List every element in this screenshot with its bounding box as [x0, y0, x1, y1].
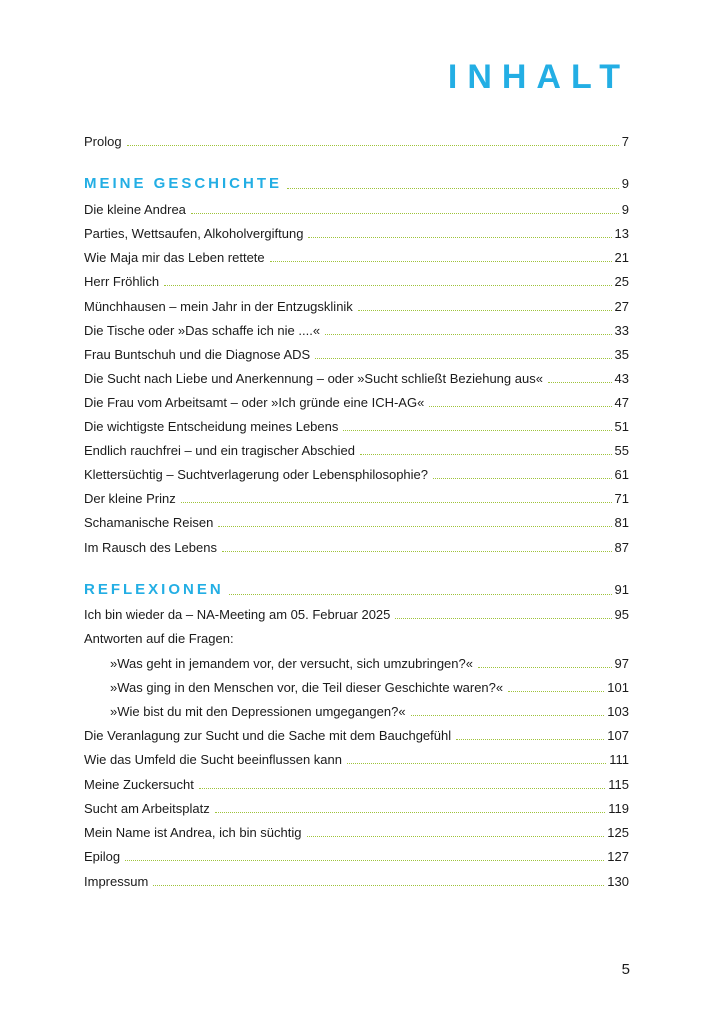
toc-entry-label: Meine Zuckersucht — [84, 777, 194, 792]
toc-entry — [84, 371, 629, 387]
toc-entry-indented — [84, 656, 629, 672]
dot-leader — [429, 406, 611, 407]
toc-entry-page: 21 — [614, 250, 629, 265]
toc-entry-label: Die Sucht nach Liebe und Anerkennung – oder »Sucht schließt Beziehung aus« — [84, 371, 543, 386]
toc-entry — [84, 467, 629, 483]
dot-leader — [199, 788, 605, 789]
toc-entry-label: Mein Name ist Andrea, ich bin süchtig — [84, 825, 302, 840]
toc-entry-label: Die wichtigste Entscheidung meines Lebens — [84, 419, 339, 434]
dot-leader — [358, 310, 612, 311]
toc-entry — [84, 825, 629, 841]
toc-entry-page: 43 — [614, 371, 629, 386]
dot-leader — [433, 478, 612, 479]
toc-section-reflexionen — [84, 582, 629, 598]
toc-entry — [84, 849, 629, 865]
toc-section-heading: MEINE GESCHICHTE — [84, 175, 283, 192]
toc-entry-page: 61 — [614, 467, 629, 482]
toc-entry-label: »Wie bist du mit den Depressionen umgegangen?« — [110, 704, 406, 719]
toc-entry-page: 91 — [614, 582, 629, 597]
toc-entry — [84, 491, 629, 507]
toc-entry-page: 9 — [621, 176, 629, 191]
toc-entry-indented — [84, 704, 629, 720]
dot-leader — [270, 261, 612, 262]
dot-leader — [191, 213, 619, 214]
toc-entry — [84, 728, 629, 744]
dot-leader — [287, 188, 619, 189]
dot-leader — [347, 763, 606, 764]
toc-entry-label: Antworten auf die Fragen: — [84, 631, 234, 646]
toc-entry-page: 13 — [614, 226, 629, 241]
toc-entry-label: Prolog — [84, 134, 122, 149]
dot-leader — [411, 715, 605, 716]
toc-entry-page: 103 — [607, 704, 629, 719]
toc-entry-page: 35 — [614, 347, 629, 362]
toc-entry-page: 51 — [614, 419, 629, 434]
toc-entry-page: 107 — [607, 728, 629, 743]
toc-entry — [84, 419, 629, 435]
toc-entry-page: 7 — [621, 134, 629, 149]
toc-entry-page: 119 — [608, 801, 629, 816]
toc-entry — [84, 515, 629, 531]
toc-entry-page: 55 — [614, 443, 629, 458]
toc-entry-prolog — [84, 134, 629, 150]
toc-subheading — [84, 631, 629, 647]
toc-entry-label: »Was geht in jemandem vor, der versucht, sich umzubringen?« — [110, 656, 473, 671]
toc-entry-page: 95 — [614, 607, 629, 622]
toc-entry-page: 9 — [621, 202, 629, 217]
toc-entry — [84, 443, 629, 459]
dot-leader — [456, 739, 604, 740]
toc-entry — [84, 752, 629, 768]
dot-leader — [360, 454, 612, 455]
page-number: 5 — [621, 961, 630, 978]
toc-entry-label: Schamanische Reisen — [84, 515, 214, 530]
dot-leader — [215, 812, 606, 813]
toc-entry — [84, 607, 629, 623]
dot-leader — [222, 551, 612, 552]
toc-entry-label: Der kleine Prinz — [84, 491, 176, 506]
toc-entry-page: 127 — [607, 849, 629, 864]
toc-entry-label: Die Tische oder »Das schaffe ich nie ....« — [84, 323, 321, 338]
toc-entry-page: 25 — [614, 274, 629, 289]
toc-entry-page: 27 — [614, 299, 629, 314]
dot-leader — [343, 430, 611, 431]
toc-entry — [84, 347, 629, 363]
toc-entry — [84, 777, 629, 793]
dot-leader — [229, 594, 612, 595]
toc-entry-page: 87 — [614, 540, 629, 555]
toc-section-heading: REFLEXIONEN — [84, 581, 224, 598]
toc-entry — [84, 226, 629, 242]
toc-entry-indented — [84, 680, 629, 696]
dot-leader — [181, 502, 612, 503]
toc-entry-page: 81 — [614, 515, 629, 530]
dot-leader — [127, 145, 619, 146]
toc-entry — [84, 801, 629, 817]
toc-entry-label: Die Frau vom Arbeitsamt – oder »Ich gründe eine ICH-AG« — [84, 395, 425, 410]
dot-leader — [308, 237, 611, 238]
toc-entry — [84, 323, 629, 339]
toc-entry-label: Die kleine Andrea — [84, 202, 186, 217]
dot-leader — [325, 334, 611, 335]
toc-entry-label: Endlich rauchfrei – und ein tragischer Abschied — [84, 443, 355, 458]
toc-entry-page: 111 — [609, 752, 629, 767]
toc-entry-page: 115 — [608, 777, 629, 792]
dot-leader — [218, 526, 611, 527]
dot-leader — [508, 691, 604, 692]
dot-leader — [478, 667, 612, 668]
dot-leader — [125, 860, 604, 861]
toc-entry-page: 97 — [614, 656, 629, 671]
toc-entry-page: 125 — [607, 825, 629, 840]
toc-entry-label: Münchhausen – mein Jahr in der Entzugsklinik — [84, 299, 353, 314]
toc-entry-page: 33 — [614, 323, 629, 338]
toc-entry-label: Im Rausch des Lebens — [84, 540, 217, 555]
toc-section-meine-geschichte — [84, 176, 629, 192]
page-title: INHALT — [447, 58, 630, 96]
dot-leader — [315, 358, 611, 359]
toc-entry — [84, 202, 629, 218]
toc-entry-page: 130 — [607, 874, 629, 889]
toc-entry-label: Epilog — [84, 849, 121, 864]
toc-entry-label: Klettersüchtig – Suchtverlagerung oder Lebensphilosophie? — [84, 467, 429, 482]
toc-entry-label: Impressum — [84, 874, 149, 889]
toc-entry-label: Wie Maja mir das Leben rettete — [84, 250, 265, 265]
dot-leader — [307, 836, 605, 837]
dot-leader — [395, 618, 611, 619]
toc-entry-page: 71 — [614, 491, 629, 506]
dot-leader — [153, 885, 604, 886]
toc-entry-label: Ich bin wieder da – NA-Meeting am 05. Februar 2025 — [84, 607, 391, 622]
dot-leader — [548, 382, 612, 383]
toc-entry-page: 47 — [614, 395, 629, 410]
toc-entry-label: Die Veranlagung zur Sucht und die Sache mit dem Bauchgefühl — [84, 728, 452, 743]
toc-entry — [84, 250, 629, 266]
toc-entry — [84, 874, 629, 890]
toc-entry — [84, 395, 629, 411]
toc-entry-label: »Was ging in den Menschen vor, die Teil dieser Geschichte waren?« — [110, 680, 504, 695]
toc-entry — [84, 299, 629, 315]
dot-leader — [164, 285, 611, 286]
toc-entry-label: Herr Fröhlich — [84, 274, 160, 289]
toc-entry-label: Wie das Umfeld die Sucht beeinflussen kann — [84, 752, 342, 767]
toc-entry — [84, 540, 629, 556]
toc-entry-page: 101 — [607, 680, 629, 695]
toc-entry-label: Sucht am Arbeitsplatz — [84, 801, 210, 816]
toc-entry-label: Frau Buntschuh und die Diagnose ADS — [84, 347, 311, 362]
toc-entry-label: Parties, Wettsaufen, Alkoholvergiftung — [84, 226, 304, 241]
toc-entry — [84, 274, 629, 290]
